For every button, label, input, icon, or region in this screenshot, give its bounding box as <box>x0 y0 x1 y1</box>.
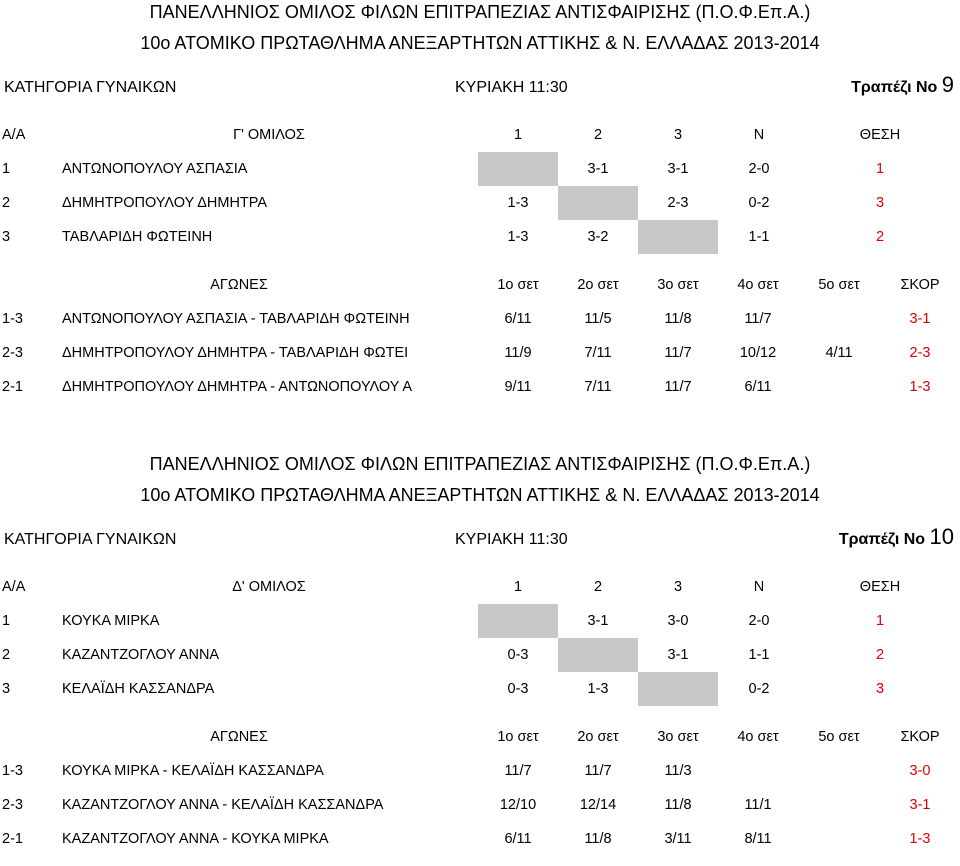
result-cell: 3-1 <box>667 647 689 663</box>
set-4-score: 11/7 <box>744 311 772 327</box>
table-number: 9 <box>941 72 954 97</box>
set3-header: 3ο σετ <box>657 729 699 745</box>
set-2-score: 7/11 <box>584 345 612 361</box>
federation-title: ΠΑΝΕΛΛΗΝΙΟΣ ΟΜΙΛΟΣ ΦΙΛΩΝ ΕΠΙΤΡΑΠΕΖΙΑΣ ΑΝΤΙΣΦΑΙΡΙΣΗΣ (Π.Ο.Φ.Επ.Α.) <box>149 2 811 22</box>
set-5-score <box>798 302 880 336</box>
result-cell: 2-3 <box>667 195 689 211</box>
table-label-text: Τραπέζι Νο <box>838 531 926 548</box>
result-cell: 3-1 <box>587 161 609 177</box>
player-name: ΚΟΥΚΑ ΜΙΡΚΑ <box>62 613 160 629</box>
match-score: 2-3 <box>909 345 931 361</box>
position-cell: 1 <box>875 613 885 629</box>
championship-title: 10ο ΑΤΟΜΙΚΟ ΠΡΩΤΑΘΛΗΜΑ ΑΝΕΞΑΡΤΗΤΩΝ ΑΤΤΙΚΗΣ & Ν. ΕΛΛΑΔΑΣ 2013-2014 <box>140 485 820 505</box>
matches-table <box>0 720 960 856</box>
col3-header: 3 <box>673 127 683 143</box>
match-players: ΑΝΤΩΝΟΠΟΥΛΟΥ ΑΣΠΑΣΙΑ - ΤΑΒΛΑΡΙΔΗ ΦΩΤΕΙΝΗ <box>62 311 410 327</box>
set1-header: 1ο σετ <box>497 277 539 293</box>
result-cell: 3-1 <box>587 613 609 629</box>
set-4-score: 8/11 <box>744 831 772 847</box>
group-header-row <box>0 570 960 604</box>
self-match-cell <box>478 152 558 186</box>
match-players: ΚΑΖΑΝΤΖΟΓΛΟΥ ΑΝΝΑ - ΚΟΥΚΑ ΜΙΡΚΑ <box>62 831 329 847</box>
match-code: 2-1 <box>2 831 23 847</box>
result-cell: 0-3 <box>507 681 529 697</box>
set-1-score: 11/7 <box>504 763 532 779</box>
player-row <box>0 220 960 254</box>
player-number: 1 <box>2 613 11 629</box>
group-name-header: Γ' ΟΜΙΛΟΣ <box>233 127 305 143</box>
matches-header-row <box>0 268 960 302</box>
set3-header: 3ο σετ <box>657 277 699 293</box>
match-code: 2-3 <box>2 797 23 813</box>
result-cell: 3-1 <box>667 161 689 177</box>
self-match-cell <box>558 638 638 672</box>
set-3-score: 11/3 <box>664 763 692 779</box>
set-1-score: 11/9 <box>504 345 532 361</box>
position-header: ΘΕΣΗ <box>859 579 901 595</box>
result-cell: 1-3 <box>507 229 529 245</box>
set-5-score <box>798 370 880 404</box>
match-players: ΔΗΜΗΤΡΟΠΟΥΛΟΥ ΔΗΜΗΤΡΑ - ΑΝΤΩΝΟΠΟΥΛΟΥ Α <box>62 379 413 395</box>
match-row <box>0 336 960 370</box>
player-number: 1 <box>2 161 11 177</box>
set-4-score: 11/1 <box>744 797 772 813</box>
table-label-text: Τραπέζι Νο <box>851 79 938 96</box>
wins-cell: 1-1 <box>748 647 770 663</box>
player-row <box>0 672 960 706</box>
group-name-header: Δ' ΟΜΙΛΟΣ <box>232 579 306 595</box>
set-2-score: 11/5 <box>584 311 612 327</box>
player-row <box>0 604 960 638</box>
player-number: 3 <box>2 229 11 245</box>
set-3-score: 11/7 <box>664 379 692 395</box>
set-1-score: 6/11 <box>504 831 532 847</box>
match-code: 2-3 <box>2 345 23 361</box>
result-cell: 3-2 <box>587 229 609 245</box>
set5-header: 5ο σετ <box>818 277 860 293</box>
result-cell: 3-0 <box>667 613 689 629</box>
match-row <box>0 370 960 404</box>
player-row <box>0 186 960 220</box>
col2-header: 2 <box>593 579 603 595</box>
day-time-label: ΚΥΡΙΑΚΗ 11:30 <box>455 531 568 548</box>
set-2-score: 12/14 <box>579 797 617 813</box>
set-4-score: 6/11 <box>744 379 772 395</box>
set-4-score <box>718 754 798 788</box>
match-score: 3-1 <box>909 797 931 813</box>
match-code: 2-1 <box>2 379 23 395</box>
group-header-row <box>0 118 960 152</box>
no-header: Α/Α <box>2 579 26 595</box>
set2-header: 2ο σετ <box>577 277 619 293</box>
match-row <box>0 754 960 788</box>
category-label: ΚΑΤΗΓΟΡΙΑ ΓΥΝΑΙΚΩΝ <box>4 79 177 96</box>
self-match-cell <box>638 672 718 706</box>
position-cell: 3 <box>875 681 885 697</box>
day-time-label: ΚΥΡΙΑΚΗ 11:30 <box>455 79 568 96</box>
championship-title: 10ο ΑΤΟΜΙΚΟ ΠΡΩΤΑΘΛΗΜΑ ΑΝΕΞΑΡΤΗΤΩΝ ΑΤΤΙΚΗΣ & Ν. ΕΛΛΑΔΑΣ 2013-2014 <box>140 33 820 53</box>
self-match-cell <box>478 604 558 638</box>
col3-header: 3 <box>673 579 683 595</box>
player-number: 3 <box>2 681 11 697</box>
set1-header: 1ο σετ <box>497 729 539 745</box>
match-players: ΚΟΥΚΑ ΜΙΡΚΑ - ΚΕΛΑΪΔΗ ΚΑΣΣΑΝΔΡΑ <box>62 763 324 779</box>
set-5-score: 4/11 <box>825 345 853 361</box>
set4-header: 4ο σετ <box>737 729 779 745</box>
position-cell: 2 <box>875 647 885 663</box>
table-number-label <box>851 72 954 98</box>
matches-header-row <box>0 720 960 754</box>
set4-header: 4ο σετ <box>737 277 779 293</box>
player-number: 2 <box>2 195 11 211</box>
set-2-score: 11/7 <box>584 763 612 779</box>
wins-cell: 0-2 <box>748 681 770 697</box>
set2-header: 2ο σετ <box>577 729 619 745</box>
wins-cell: 1-1 <box>748 229 770 245</box>
position-cell: 1 <box>875 161 885 177</box>
self-match-cell <box>638 220 718 254</box>
self-match-cell <box>558 186 638 220</box>
no-header: Α/Α <box>2 127 26 143</box>
matches-header: ΑΓΩΝΕΣ <box>210 729 268 745</box>
match-code: 1-3 <box>2 311 23 327</box>
matches-table <box>0 268 960 404</box>
wins-cell: 0-2 <box>748 195 770 211</box>
player-number: 2 <box>2 647 11 663</box>
federation-title: ΠΑΝΕΛΛΗΝΙΟΣ ΟΜΙΛΟΣ ΦΙΛΩΝ ΕΠΙΤΡΑΠΕΖΙΑΣ ΑΝΤΙΣΦΑΙΡΙΣΗΣ (Π.Ο.Φ.Επ.Α.) <box>149 454 811 474</box>
wins-cell: 2-0 <box>748 161 770 177</box>
set-3-score: 11/8 <box>664 797 692 813</box>
set-3-score: 11/7 <box>664 345 692 361</box>
match-score: 3-0 <box>909 763 931 779</box>
set-5-score <box>798 788 880 822</box>
score-header: ΣΚΟΡ <box>900 277 940 293</box>
table-number: 10 <box>929 524 954 549</box>
player-row <box>0 152 960 186</box>
match-row <box>0 788 960 822</box>
set-4-score: 10/12 <box>739 345 777 361</box>
player-name: ΚΕΛΑΪΔΗ ΚΑΣΣΑΝΔΡΑ <box>62 681 215 697</box>
position-header: ΘΕΣΗ <box>859 127 901 143</box>
set-2-score: 11/8 <box>584 831 612 847</box>
match-code: 1-3 <box>2 763 23 779</box>
matches-header: ΑΓΩΝΕΣ <box>210 277 268 293</box>
player-name: ΤΑΒΛΑΡΙΔΗ ΦΩΤΕΙΝΗ <box>62 229 213 245</box>
set-2-score: 7/11 <box>584 379 612 395</box>
set-1-score: 9/11 <box>504 379 532 395</box>
set-3-score: 11/8 <box>664 311 692 327</box>
match-row <box>0 302 960 336</box>
set5-header: 5ο σετ <box>818 729 860 745</box>
player-row <box>0 638 960 672</box>
match-players: ΚΑΖΑΝΤΖΟΓΛΟΥ ΑΝΝΑ - ΚΕΛΑΪΔΗ ΚΑΣΣΑΝΔΡΑ <box>62 797 384 813</box>
wins-cell: 2-0 <box>748 613 770 629</box>
result-cell: 1-3 <box>507 195 529 211</box>
match-players: ΔΗΜΗΤΡΟΠΟΥΛΟΥ ΔΗΜΗΤΡΑ - ΤΑΒΛΑΡΙΔΗ ΦΩΤΕΙ <box>62 345 409 361</box>
group-standings-table <box>0 570 960 706</box>
position-cell: 2 <box>875 229 885 245</box>
player-name: ΑΝΤΩΝΟΠΟΥΛΟΥ ΑΣΠΑΣΙΑ <box>62 161 248 177</box>
result-cell: 0-3 <box>507 647 529 663</box>
player-name: ΚΑΖΑΝΤΖΟΓΛΟΥ ΑΝΝΑ <box>62 647 220 663</box>
set-1-score: 12/10 <box>499 797 537 813</box>
group-standings-table <box>0 118 960 254</box>
wins-header: Ν <box>753 127 765 143</box>
category-label: ΚΑΤΗΓΟΡΙΑ ΓΥΝΑΙΚΩΝ <box>4 531 177 548</box>
col1-header: 1 <box>513 579 523 595</box>
wins-header: Ν <box>753 579 765 595</box>
match-row <box>0 822 960 856</box>
set-5-score <box>798 754 880 788</box>
match-score: 3-1 <box>909 311 931 327</box>
match-score: 1-3 <box>909 831 931 847</box>
table-number-label <box>839 524 954 550</box>
col1-header: 1 <box>513 127 523 143</box>
match-score: 1-3 <box>909 379 931 395</box>
set-3-score: 3/11 <box>664 831 692 847</box>
result-cell: 1-3 <box>587 681 609 697</box>
set-5-score <box>798 822 880 856</box>
player-name: ΔΗΜΗΤΡΟΠΟΥΛΟΥ ΔΗΜΗΤΡΑ <box>62 195 268 211</box>
position-cell: 3 <box>875 195 885 211</box>
col2-header: 2 <box>593 127 603 143</box>
set-1-score: 6/11 <box>504 311 532 327</box>
score-header: ΣΚΟΡ <box>900 729 940 745</box>
